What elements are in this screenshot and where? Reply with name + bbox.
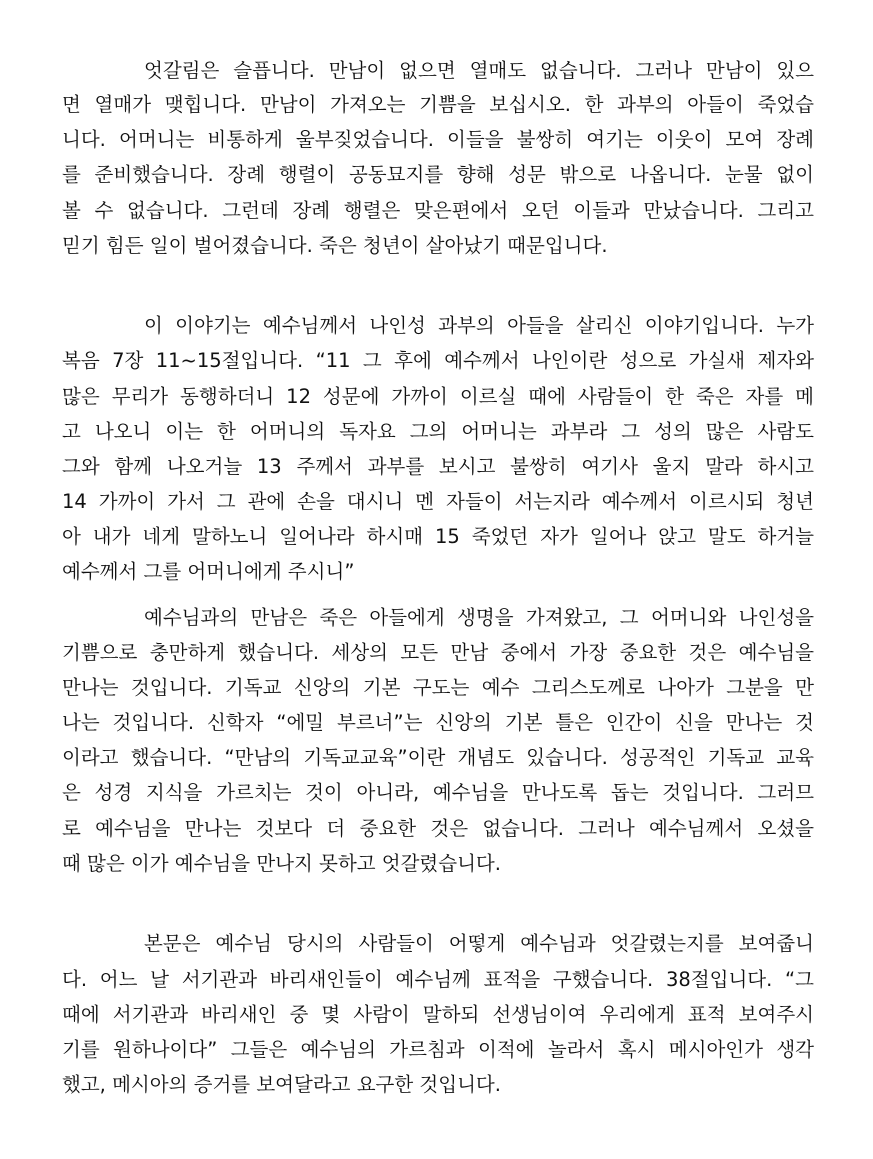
paragraph-3-line-8: 때 많은 이가 예수님을 만나지 못하고 엇갈렸습니다. [62, 852, 501, 875]
paragraph-4-line-3: 때에 서기관과 바리새인 중 몇 사람이 말하되 선생님이여 우리에게 표적 보여주시 [62, 1003, 814, 1026]
paragraph-1-line-1: 엇갈림은 슬픕니다. 만남이 없으면 열매도 없습니다. 그러나 만남이 있으 [144, 59, 814, 82]
paragraph-3-line-3: 만나는 것입니다. 기독교 신앙의 기본 구도는 예수 그리스도께로 나아가 그분을 만 [62, 676, 814, 699]
paragraph-2-line-1: 이 이야기는 예수님께서 나인성 과부의 아들을 살리신 이야기입니다. 누가 [144, 314, 814, 337]
paragraph-1-line-4: 를 준비했습니다. 장례 행렬이 공동묘지를 향해 성문 밖으로 나옵니다. 눈물 없이 [62, 163, 814, 186]
paragraph-2-line-5: 그와 함께 나오거늘 13 주께서 과부를 보시고 불쌍히 여기사 울지 말라 하시고 [62, 455, 814, 478]
paragraph-3-line-4: 나는 것입니다. 신학자 “에밀 부르너”는 신앙의 기본 틀은 인간이 신을 만나는 것 [62, 711, 814, 734]
paragraph-3-line-2: 기쁨으로 충만하게 했습니다. 세상의 모든 만남 중에서 가장 중요한 것은 예수님을 [62, 641, 814, 664]
paragraph-2-line-6: 14 가까이 가서 그 관에 손을 대시니 멘 자들이 서는지라 예수께서 이르시되 청년 [62, 490, 814, 513]
paragraph-3-line-1: 예수님과의 만남은 죽은 아들에게 생명을 가져왔고, 그 어머니와 나인성을 [144, 606, 814, 629]
paragraph-4-line-2: 다. 어느 날 서기관과 바리새인들이 예수님께 표적을 구했습니다. 38절입니다. “그 [62, 968, 814, 991]
paragraph-2-line-8: 예수께서 그를 어머니에게 주시니” [62, 560, 355, 583]
paragraph-1-line-5: 볼 수 없습니다. 그런데 장례 행렬은 맞은편에서 오던 이들과 만났습니다. 그리고 [62, 199, 814, 222]
paragraph-1-line-3: 니다. 어머니는 비통하게 울부짖었습니다. 이들을 불쌍히 여기는 이웃이 모여 장례 [62, 128, 814, 151]
paragraph-2-line-2: 복음 7장 11~15절입니다. “11 그 후에 예수께서 나인이란 성으로 가실새 제자와 [62, 349, 814, 372]
paragraph-2-line-4: 고 나오니 이는 한 어머니의 독자요 그의 어머니는 과부라 그 성의 많은 사람도 [62, 420, 814, 443]
paragraph-2-line-3: 많은 무리가 동행하더니 12 성문에 가까이 이르실 때에 사람들이 한 죽은 자를 메 [62, 385, 814, 408]
paragraph-4-line-1: 본문은 예수님 당시의 사람들이 어떻게 예수님과 엇갈렸는지를 보여줍니 [144, 932, 814, 955]
paragraph-1-line-2: 면 열매가 맺힙니다. 만남이 가져오는 기쁨을 보십시오. 한 과부의 아들이 죽었습 [62, 93, 814, 116]
paragraph-3-line-6: 은 성경 지식을 가르치는 것이 아니라, 예수님을 만나도록 돕는 것입니다. 그러므 [62, 781, 814, 804]
paragraph-4-line-5: 했고, 메시아의 증거를 보여달라고 요구한 것입니다. [62, 1073, 501, 1096]
paragraph-3-line-5: 이라고 했습니다. “만남의 기독교교육”이란 개념도 있습니다. 성공적인 기독교 교육 [62, 746, 814, 769]
paragraph-4-line-4: 기를 원하나이다” 그들은 예수님의 가르침과 이적에 놀라서 혹시 메시아인가 생각 [62, 1038, 814, 1061]
paragraph-1-line-6: 믿기 힘든 일이 벌어졌습니다. 죽은 청년이 살아났기 때문입니다. [62, 234, 608, 257]
paragraph-3-line-7: 로 예수님을 만나는 것보다 더 중요한 것은 없습니다. 그러나 예수님께서 오셨을 [62, 817, 814, 840]
paragraph-2-line-7: 아 내가 네게 말하노니 일어나라 하시매 15 죽었던 자가 일어나 앉고 말도 하거늘 [62, 525, 814, 548]
